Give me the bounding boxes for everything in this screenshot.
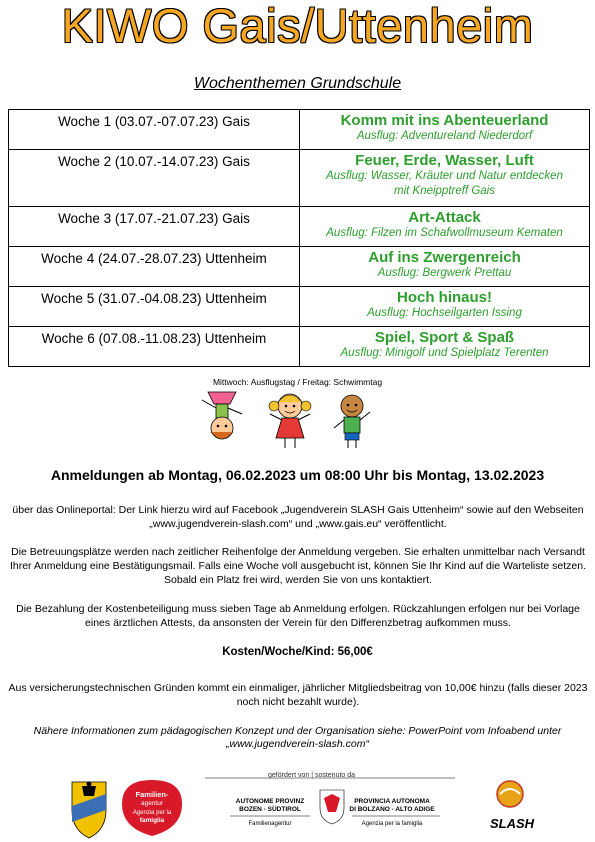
girl-icon: [269, 394, 311, 448]
week-theme: Hoch hinaus!: [396, 289, 492, 306]
province-eagle-icon: [320, 790, 344, 824]
agency-it: Agenzia per la famiglia: [361, 821, 423, 827]
week-theme: Spiel, Sport & Spaß: [374, 329, 515, 346]
kids-illustration: [190, 388, 390, 450]
week-label: Woche 2 (10.07.-14.07.23) Gais: [9, 150, 300, 207]
cost-line: Kosten/Woche/Kind: 56,00€: [222, 646, 373, 658]
familien-text-2: agentur: [140, 800, 164, 807]
week-trip: Ausflug: Wasser, Kräuter und Natur entdecken mit Kneipptreff Gais: [326, 170, 563, 197]
week-theme: Auf ins Zwergenreich: [368, 249, 521, 266]
portal-paragraph: über das Onlineportal: Der Link hierzu wird auf Facebook „Jugendverein SLASH Gais Uttenheim“ sowie auf den Webseiten „www.jugendverein-slash.com“ und „www.gais.eu“ veröffentlicht.: [12, 504, 584, 530]
table-row: [9, 247, 590, 287]
weeks-table: [8, 109, 590, 367]
prov-de-2: BOZEN - SÜDTIROL: [239, 806, 301, 813]
table-row: [9, 150, 590, 207]
prov-de-1: AUTONOME PROVINZ: [235, 798, 305, 805]
table-row: [9, 327, 590, 367]
week-trip: Ausflug: Minigolf und Spielplatz Terenten: [340, 347, 549, 359]
prov-it-2: DI BOLZANO - ALTO ADIGE: [349, 806, 435, 813]
payment-paragraph: Die Bezahlung der Kostenbeteiligung muss sieben Tage ab Anmeldung erfolgen. Rückzahlungen erfolgen nur bei Vorlage eines ärztlichen Attests, da ansonsten der Verein für den Differenzbetrag aufkommen muss.: [16, 603, 580, 629]
boy-icon: [334, 395, 370, 448]
insurance-paragraph: Aus versicherungstechnischen Gründen kommt ein einmaliger, jährlicher Mitgliedsbeitrag von 10,00€ hinzu (falls dieser 2023 noch nicht bezahlt wurde).: [8, 682, 588, 708]
week-label: Woche 3 (17.07.-21.07.23) Gais: [9, 207, 300, 247]
week-label: Woche 4 (24.07.-28.07.23) Uttenheim: [9, 247, 300, 287]
week-trip: Ausflug: Hochseilgarten Issing: [367, 307, 522, 319]
week-label: Woche 5 (31.07.-04.08.23) Uttenheim: [9, 287, 300, 327]
week-label: Woche 1 (03.07.-07.07.23) Gais: [9, 110, 300, 150]
info-paragraph: Nähere Informationen zum pädagogischen Konzept und der Organisation siehe: PowerPoint vom Infoabend unter „www.jugendverein-slash.com“: [33, 725, 562, 750]
upside-down-girl-icon: [202, 392, 242, 439]
week-label: Woche 6 (07.08.-11.08.23) Uttenheim: [9, 327, 300, 367]
sponsor-logos: [0, 770, 595, 842]
week-theme: Feuer, Erde, Wasser, Luft: [355, 152, 534, 169]
week-theme: Komm mit ins Abenteuerland: [340, 112, 549, 129]
table-row: [9, 287, 590, 327]
table-row: [9, 207, 590, 247]
slash-text: SLASH: [489, 816, 535, 831]
page-subtitle: Wochenthemen Grundschule: [193, 75, 402, 92]
week-trip: Ausflug: Filzen im Schafwollmuseum Kematen: [326, 227, 563, 239]
places-paragraph: Die Betreuungsplätze werden nach zeitlicher Reihenfolge der Anmeldung vergeben. Sie erhalten unmittelbar nach Versandt Ihrer Anmeldung eine Bestätigungsmail. Falls eine Woche voll ausgebucht ist, können Sie Ihr Kind auf die Warteliste setzen. Sobald ein Platz frei wird, werden Sie von uns kontaktiert.: [9, 546, 587, 586]
familienagentur-logo: [122, 780, 182, 836]
familien-text-4: famiglia: [139, 817, 165, 824]
week-theme: Art-Attack: [408, 209, 481, 226]
week-trip: Ausflug: Adventureland Niederdorf: [356, 130, 533, 142]
coat-of-arms-icon: [72, 782, 106, 839]
registration-heading: Anmeldungen ab Montag, 06.02.2023 um 08:00 Uhr bis Montag, 13.02.2023: [50, 467, 545, 483]
familien-text-3: Agenzia per la: [132, 810, 172, 816]
supported-by: gefördert von | sostenuto da: [268, 772, 356, 779]
agency-de: Familienagentur: [248, 821, 292, 827]
day-note: Mittwoch: Ausflugstag / Freitag: Schwimmtag: [212, 377, 383, 387]
familien-text-1: Familien-: [135, 790, 169, 799]
week-trip: Ausflug: Bergwerk Prettau: [377, 267, 512, 279]
slash-logo: [490, 781, 535, 831]
table-row: [9, 110, 590, 150]
prov-it-1: PROVINCIA AUTONOMA: [354, 798, 430, 805]
page-title: KIWO Gais/Uttenheim: [61, 0, 534, 52]
